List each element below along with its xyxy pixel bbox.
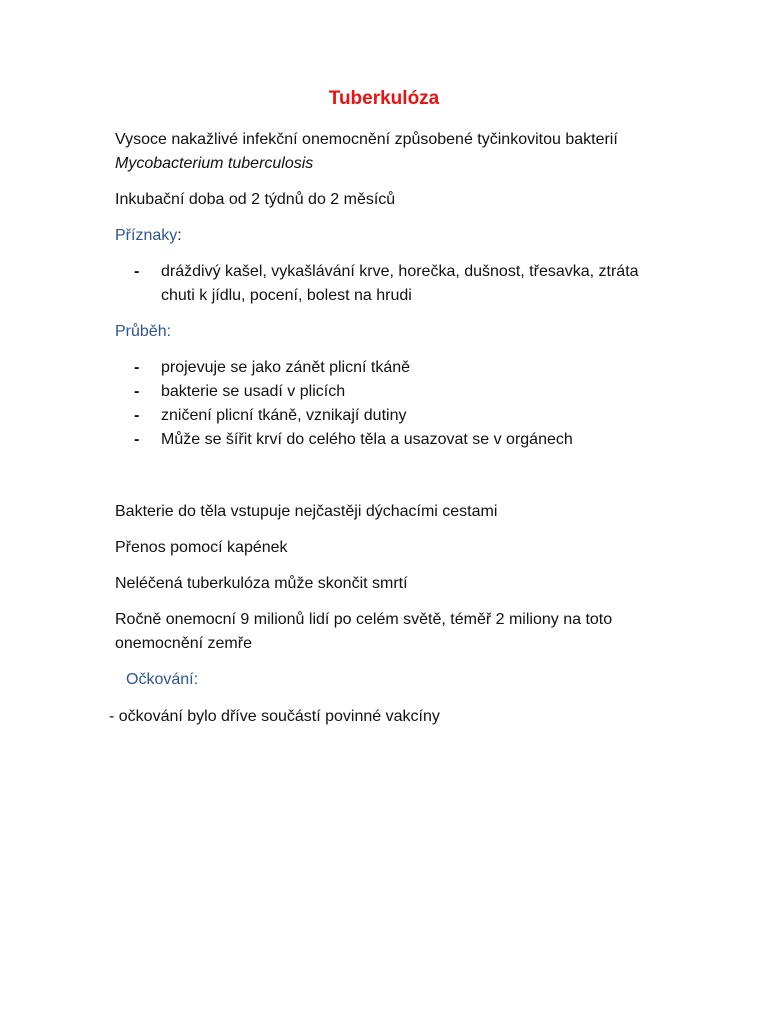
list-item-text: bakterie se usadí v plicích xyxy=(161,383,346,400)
entry-paragraph: Bakterie do těla vstupuje nejčastěji dýchacími cestami xyxy=(115,503,498,520)
intro-text: Vysoce nakažlivé infekční onemocnění způsobené tyčinkovitou bakterií xyxy=(115,131,618,148)
list-item xyxy=(134,404,664,428)
list-item xyxy=(134,356,664,380)
list-item-text: projevuje se jako zánět plicní tkáně xyxy=(161,359,411,376)
list-dash: - xyxy=(134,407,140,424)
course-heading: Průběh: xyxy=(115,323,172,340)
list-item xyxy=(134,380,664,404)
pathogen-name: Mycobacterium tuberculosis xyxy=(115,155,314,172)
yearly-paragraph: Ročně onemocní 9 milionů lidí po celém světě, téměř 2 miliony na toto onemocnění zemře xyxy=(115,611,613,652)
list-dash: - xyxy=(134,383,140,400)
symptoms-heading xyxy=(115,224,182,248)
incubation-paragraph: Inkubační doba od 2 týdnů do 2 měsíců xyxy=(115,191,396,208)
list-item-text: zničení plicní tkáně, vznikají dutiny xyxy=(161,407,407,424)
vaccination-note: - očkování bylo dříve součástí povinné vakcíny xyxy=(109,708,440,725)
intro-paragraph xyxy=(115,128,675,176)
list-item xyxy=(134,428,664,452)
list-item-text: Může se šířit krví do celého těla a usazovat se v orgánech xyxy=(161,431,573,448)
vaccination-heading: Očkování: xyxy=(126,671,199,688)
list-dash: - xyxy=(134,359,140,376)
symptoms-heading-colon: : xyxy=(177,227,182,244)
list-dash: - xyxy=(134,263,140,280)
course-list xyxy=(134,356,664,452)
list-item xyxy=(134,260,664,308)
document-title: Tuberkulóza xyxy=(328,88,440,109)
untreated-paragraph: Neléčená tuberkulóza může skončit smrtí xyxy=(115,575,408,592)
symptoms-list xyxy=(134,260,664,308)
list-item-text: dráždivý kašel, vykašlávání krve, horečka, dušnost, třesavka, ztráta chuti k jídlu, pocení, bolest na hrudi xyxy=(161,263,639,304)
list-dash: - xyxy=(134,431,140,448)
symptoms-heading-text: Příznaky xyxy=(115,227,178,244)
transmission-paragraph: Přenos pomocí kapének xyxy=(115,539,288,556)
